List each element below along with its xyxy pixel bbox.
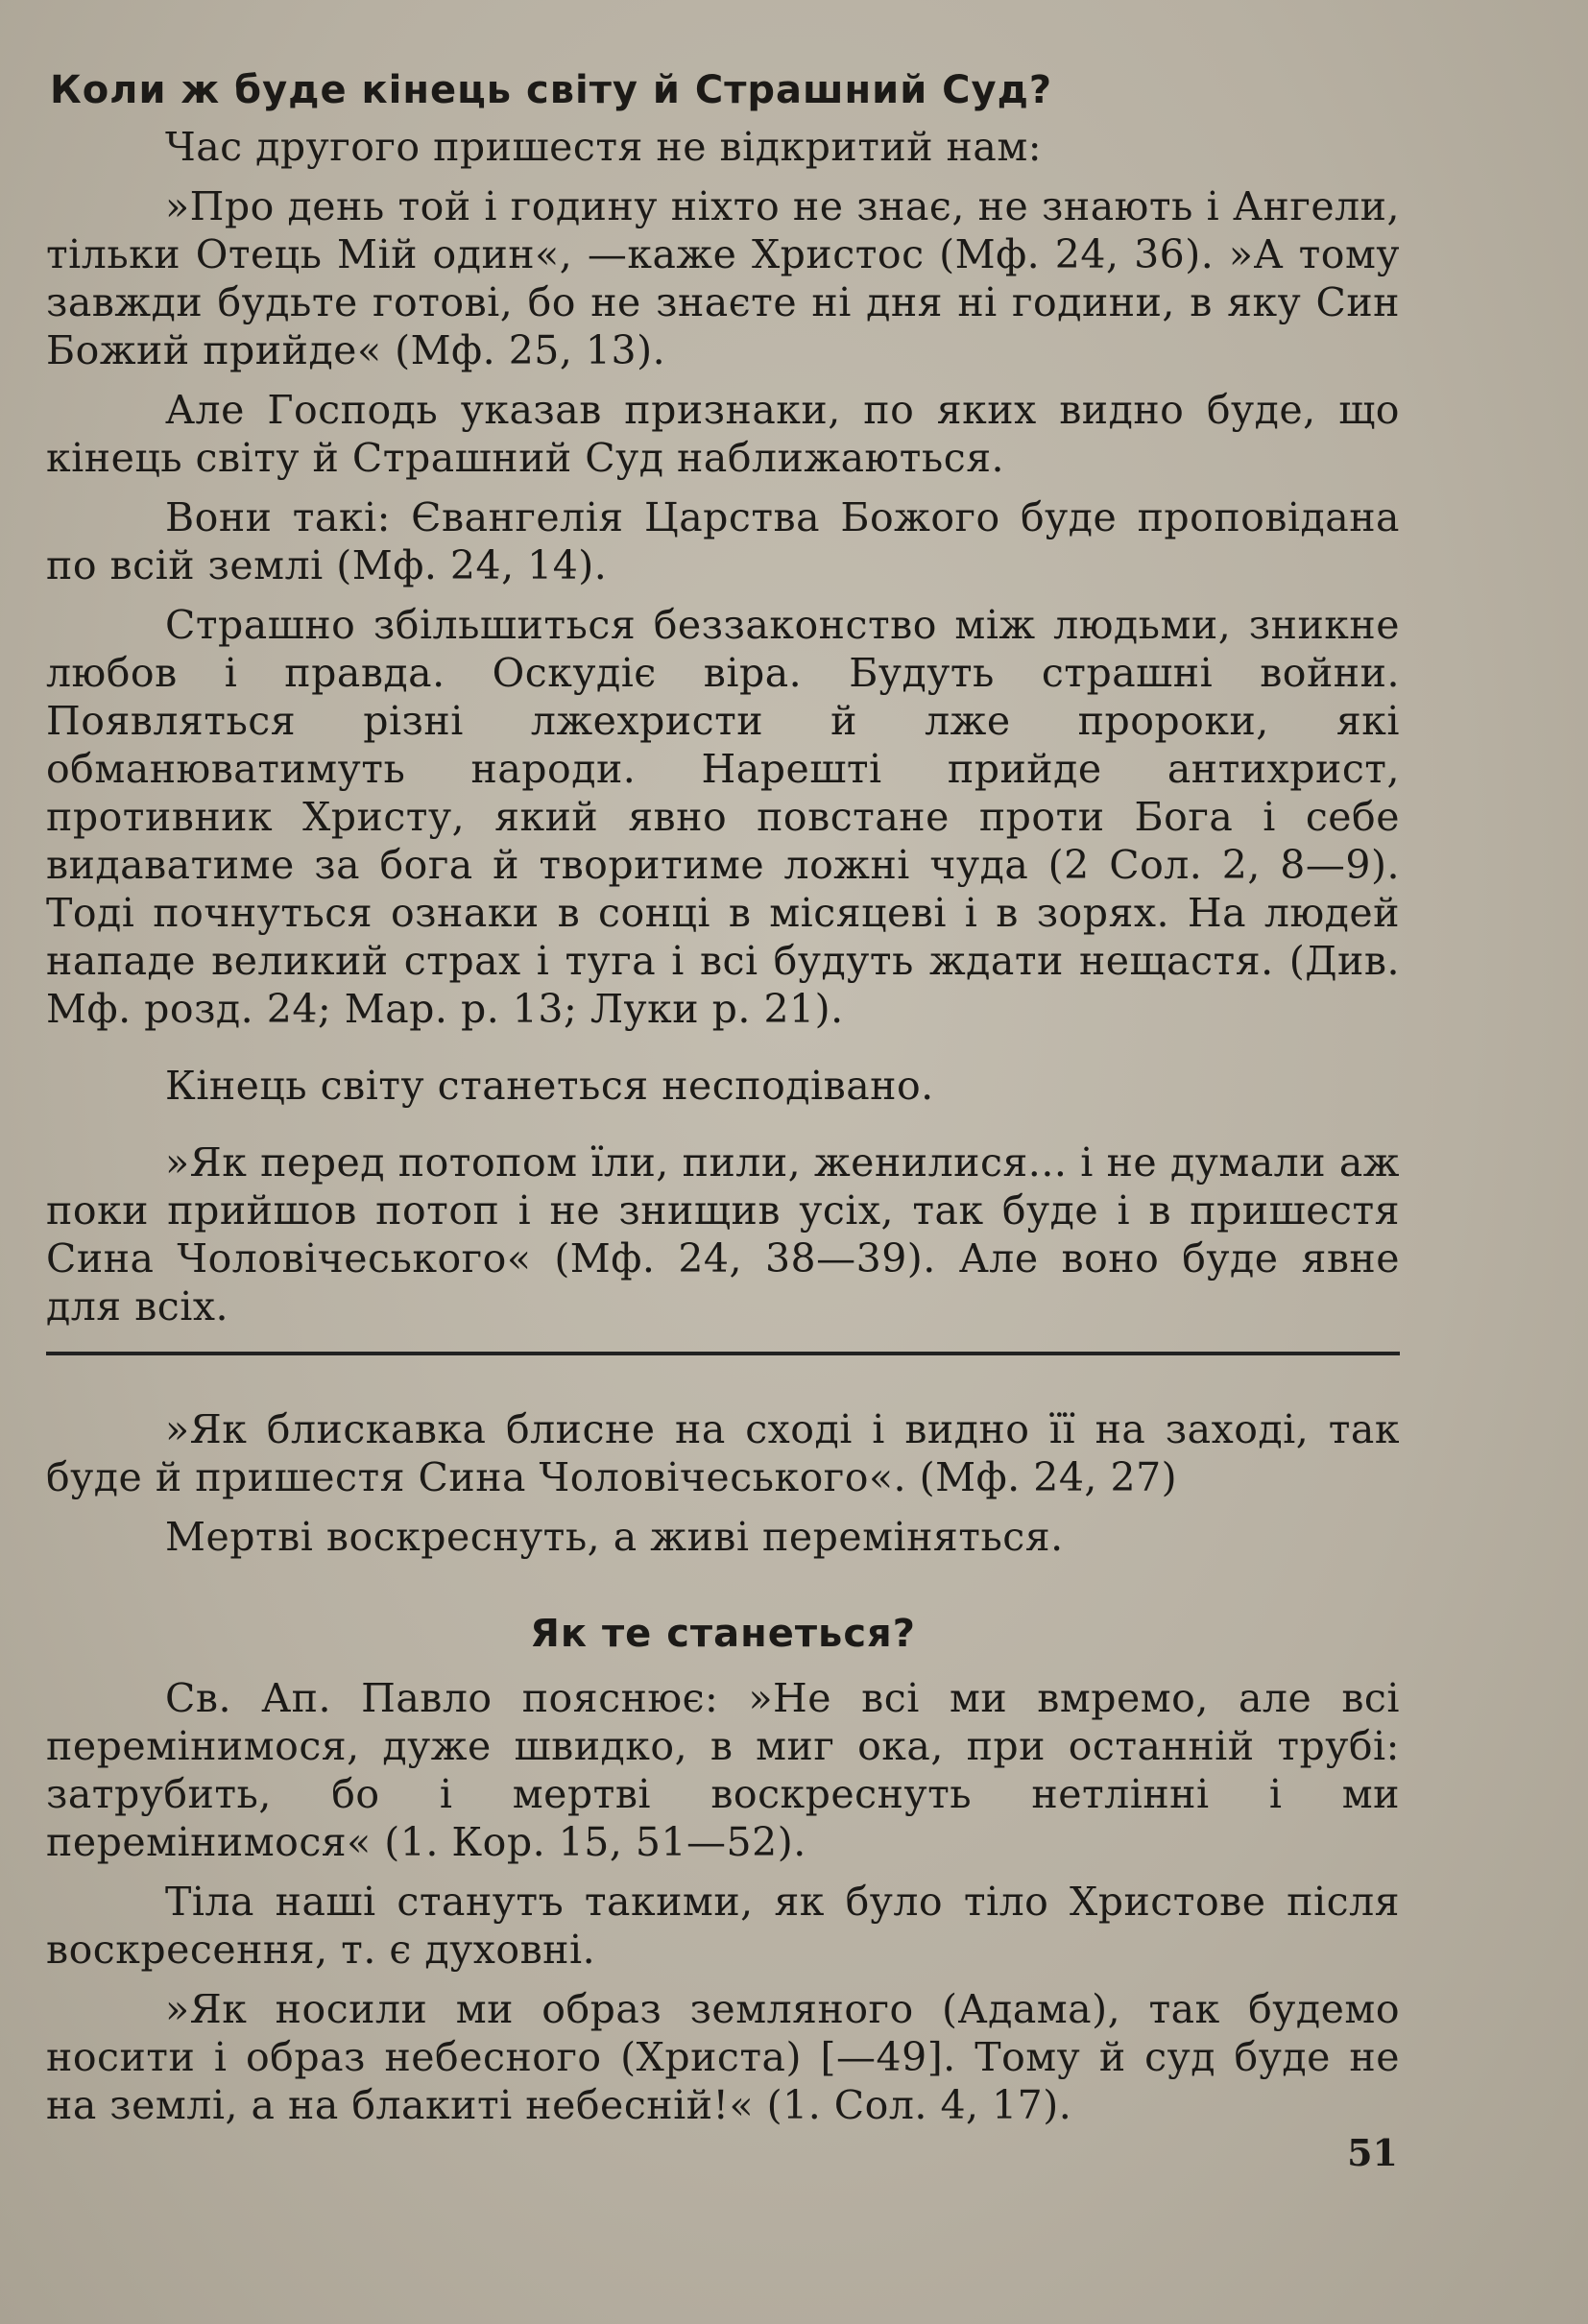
paragraph: »Про день той і годину ніхто не знає, не знають і Ангели, тільки Отець Мій один«, —каже Христос (Мф. 24, 36). »А тому завжди будьте готові, бо не знаєте ні дня ні години, в яку Син Божий прийде« (Мф. 25, 13). — [46, 183, 1400, 373]
section-heading-how-it-happens: Як те станеться? — [530, 1612, 916, 1656]
paragraph: Тіла наші станутъ такими, як було тіло Христове після воскресення, т. є духовні. — [46, 1879, 1400, 1973]
section-spacer — [46, 1572, 1400, 1611]
page-content — [46, 67, 1400, 2141]
paragraph: Час другого пришестя не відкритий нам: — [165, 124, 1043, 170]
paragraph: Вони такі: Євангелія Царства Божого буде проповідана по всій землі (Мф. 24, 14). — [46, 494, 1400, 588]
paragraph: Але Господь указав признаки, по яких видно буде, що кінець світу й Страшний Суд наближаються. — [46, 387, 1400, 481]
page-number: 51 — [1347, 2131, 1398, 2174]
section-heading-end-of-world: Коли ж буде кінець світу й Страшний Суд? — [50, 68, 1053, 112]
paragraph: Кінець світу станеться несподівано. — [165, 1063, 934, 1109]
paragraph: Мертві воскреснуть, а живі переміняться. — [165, 1514, 1064, 1560]
paragraph: Страшно збільшиться беззаконство між людьми, зникне любов і правда. Оскудіє віра. Будуть страшні войни. Появляться різні лжехристи й лже пророки, які обманюватимуть народи. Нарешті прийде антихрист, противник Христу, який явно повстане проти Бога і себе видаватиме за бога й творитиме ложні чуда (2 Сол. 2, 8—9). Тоді почнуться ознаки в сонці в місяцеві і в зорях. На людей нападе великий страх і туга і всі будуть ждати нещастя. (Див. Мф. розд. 24; Мар. р. 13; Луки р. 21). — [46, 602, 1400, 1032]
paragraph: »Як блискавка блисне на сході і видно її на заході, так буде й пришестя Сина Чоловічеського«. (Мф. 24, 27) — [46, 1406, 1400, 1500]
paragraph: »Як носили ми образ земляного (Адама), так будемо носити і образ небесного (Христа) [—49]. Тому й суд буде не на землі, а на блакиті небеснiй!« (1. Сол. 4, 17). — [46, 1986, 1400, 2128]
paragraph: »Як перед потопом їли, пили, женилися... і не думали аж поки прийшов потоп і не знищив усіх, так буде і в пришестя Сина Чоловічеського« (Мф. 24, 38—39). Але воно буде явне для всіх. — [46, 1139, 1400, 1330]
paragraph: Св. Ап. Павло пояснює: »Не всі ми вмремо, але всі перемінимося, дуже швидко, в миг ока, при останній трубі: затрубить, бо і мертві воскреснуть нетлінні і ми перемінимося« (1. Кор. 15, 51—52). — [46, 1675, 1400, 1865]
horizontal-divider — [46, 1352, 1400, 1355]
